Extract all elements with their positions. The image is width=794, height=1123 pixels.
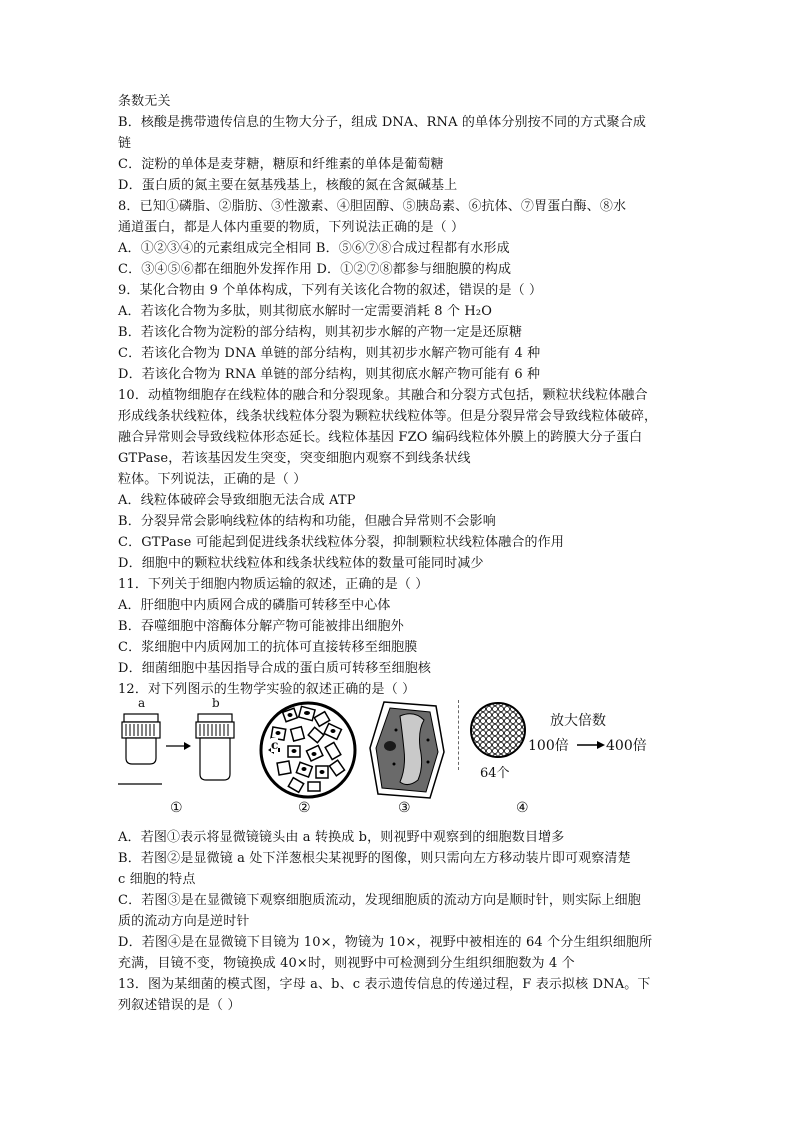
figure-2-number: ②: [298, 800, 311, 816]
question-12-stem: 12．对下列图示的生物学实验的叙述正确的是（ ）: [118, 682, 416, 697]
text-line: 形成线条状线粒体，线条状线粒体分裂为颗粒状线粒体等。但是分裂异常会导致线粒体破碎，: [118, 409, 658, 424]
text-line: 充满，目镜不变，物镜换成 40×时，则视野中可检测到分生组织细胞数为 4 个: [118, 956, 575, 971]
cells-field-icon: [468, 700, 528, 760]
text-line: c 细胞的特点: [118, 872, 196, 887]
objective-lens-icon: [118, 700, 238, 800]
text-line: C．若该化合物为 DNA 单链的部分结构，则其初步水解产物可能有 4 种: [118, 346, 541, 361]
text-line: D．细菌细胞中基因指导合成的蛋白质可转移至细胞核: [118, 661, 432, 676]
cell-count-label: 64个: [480, 766, 510, 781]
magnification-caption: 放大倍数: [550, 713, 606, 729]
text-line: 列叙述错误的是（ ）: [118, 998, 241, 1013]
question-13-stem: 13．图为某细菌的模式图，字母 a、b、c 表示遗传信息的传递过程，F 表示拟核 DNA。下: [118, 977, 651, 992]
plant-cell-icon: [368, 700, 448, 800]
figure-4-magnification: [468, 700, 658, 825]
cell-c-label: c: [271, 738, 279, 752]
text-line: C．浆细胞中内质网加工的抗体可直接转移至细胞膜: [118, 640, 418, 655]
figure-3-number: ③: [398, 800, 411, 816]
text-line: B．若图②是显微镜 a 处下洋葱根尖某视野的图像，则只需向左方移动装片即可观察清楚: [118, 851, 631, 866]
text-line: A．若该化合物为多肽，则其彻底水解时一定需要消耗 8 个 H₂O: [118, 304, 493, 319]
text-line: A．线粒体破碎会导致细胞无法合成 ATP: [118, 493, 356, 508]
text-line: 通道蛋白，都是人体内重要的物质，下列说法正确的是（ ）: [118, 220, 465, 235]
figure-4-number: ④: [516, 800, 529, 816]
lens-a-label: a: [138, 696, 146, 710]
text-line: D．若图④是在显微镜下目镜为 10×，物镜为 10×，视野中被相连的 64 个分生组织细胞所: [118, 935, 653, 950]
question-11-stem: 11．下列关于细胞内物质运输的叙述，正确的是（ ）: [118, 577, 429, 592]
figure-1-number: ①: [170, 800, 183, 816]
lens-b-label: b: [212, 696, 220, 710]
figure-2-root-tip-view: [258, 700, 358, 825]
arrow-right-icon: [577, 740, 605, 750]
figure-row: [118, 696, 698, 825]
text-line: A．肝细胞中内质网合成的磷脂可转移至中心体: [118, 598, 391, 613]
text-line: C．GTPase 可能起到促进线条状线粒体分裂，抑制颗粒状线粒体融合的作用: [118, 535, 564, 550]
text-line: 链: [118, 136, 132, 151]
text-line: 条数无关: [118, 94, 171, 109]
text-line: A．①②③④的元素组成完全相同 B．⑤⑥⑦⑧合成过程都有水形成: [118, 241, 510, 256]
text-line: 粒体。下列说法，正确的是（ ）: [118, 472, 307, 487]
question-8-stem: 8．已知①磷脂、②脂肪、③性激素、④胆固醇、⑤胰岛素、⑥抗体、⑦胃蛋白酶、⑧水: [118, 199, 627, 214]
text-line: D．细胞中的颗粒状线粒体和线条状线粒体的数量可能同时减少: [118, 556, 484, 571]
text-line: 质的流动方向是逆时针: [118, 914, 250, 929]
figure-1-objective-lenses: [118, 696, 238, 825]
text-line: D．若该化合物为 RNA 单链的部分结构，则其彻底水解产物可能有 6 种: [118, 367, 541, 382]
text-line: C．若图③是在显微镜下观察细胞质流动，发现细胞质的流动方向是顺时针，则实际上细胞: [118, 893, 641, 908]
text-line: D．蛋白质的氮主要在氨基残基上，核酸的氮在含氮碱基上: [118, 178, 458, 193]
text-line: B．吞噬细胞中溶酶体分解产物可能被排出细胞外: [118, 619, 404, 634]
question-9-stem: 9．某化合物由 9 个单体构成，下列有关该化合物的叙述，错误的是（ ）: [118, 283, 543, 298]
text-line: GTPase，若该基因发生突变，突变细胞内观察不到线条状线: [118, 451, 471, 466]
text-line: A．若图①表示将显微镜镜头由 a 转换成 b，则视野中观察到的细胞数目增多: [118, 830, 565, 845]
text-line: B．分裂异常会影响线粒体的结构和功能，但融合异常则不会影响: [118, 514, 496, 529]
text-line: B．若该化合物为淀粉的部分结构，则其初步水解的产物一定是还原糖: [118, 325, 523, 340]
text-line: B．核酸是携带遗传信息的生物大分子，组成 DNA、RNA 的单体分别按不同的方式聚合成: [118, 115, 647, 130]
figure-3-plant-cell: [368, 700, 448, 825]
text-line: 融合异常则会导致线粒体形态延长。线粒体基因 FZO 编码线粒体外膜上的跨膜大分子蛋白: [118, 430, 643, 445]
question-10-stem: 10．动植物细胞存在线粒体的融合和分裂现象。其融合和分裂方式包括，颗粒状线粒体融合: [118, 388, 648, 403]
text-line: C．淀粉的单体是麦芽糖，糖原和纤维素的单体是葡萄糖: [118, 157, 444, 172]
figure-divider: [458, 700, 459, 770]
magnification-from: 100倍: [528, 738, 569, 754]
text-line: C．③④⑤⑥都在细胞外发挥作用 D．①②⑦⑧都参与细胞膜的构成: [118, 262, 512, 277]
magnification-to: 400倍: [606, 738, 647, 754]
